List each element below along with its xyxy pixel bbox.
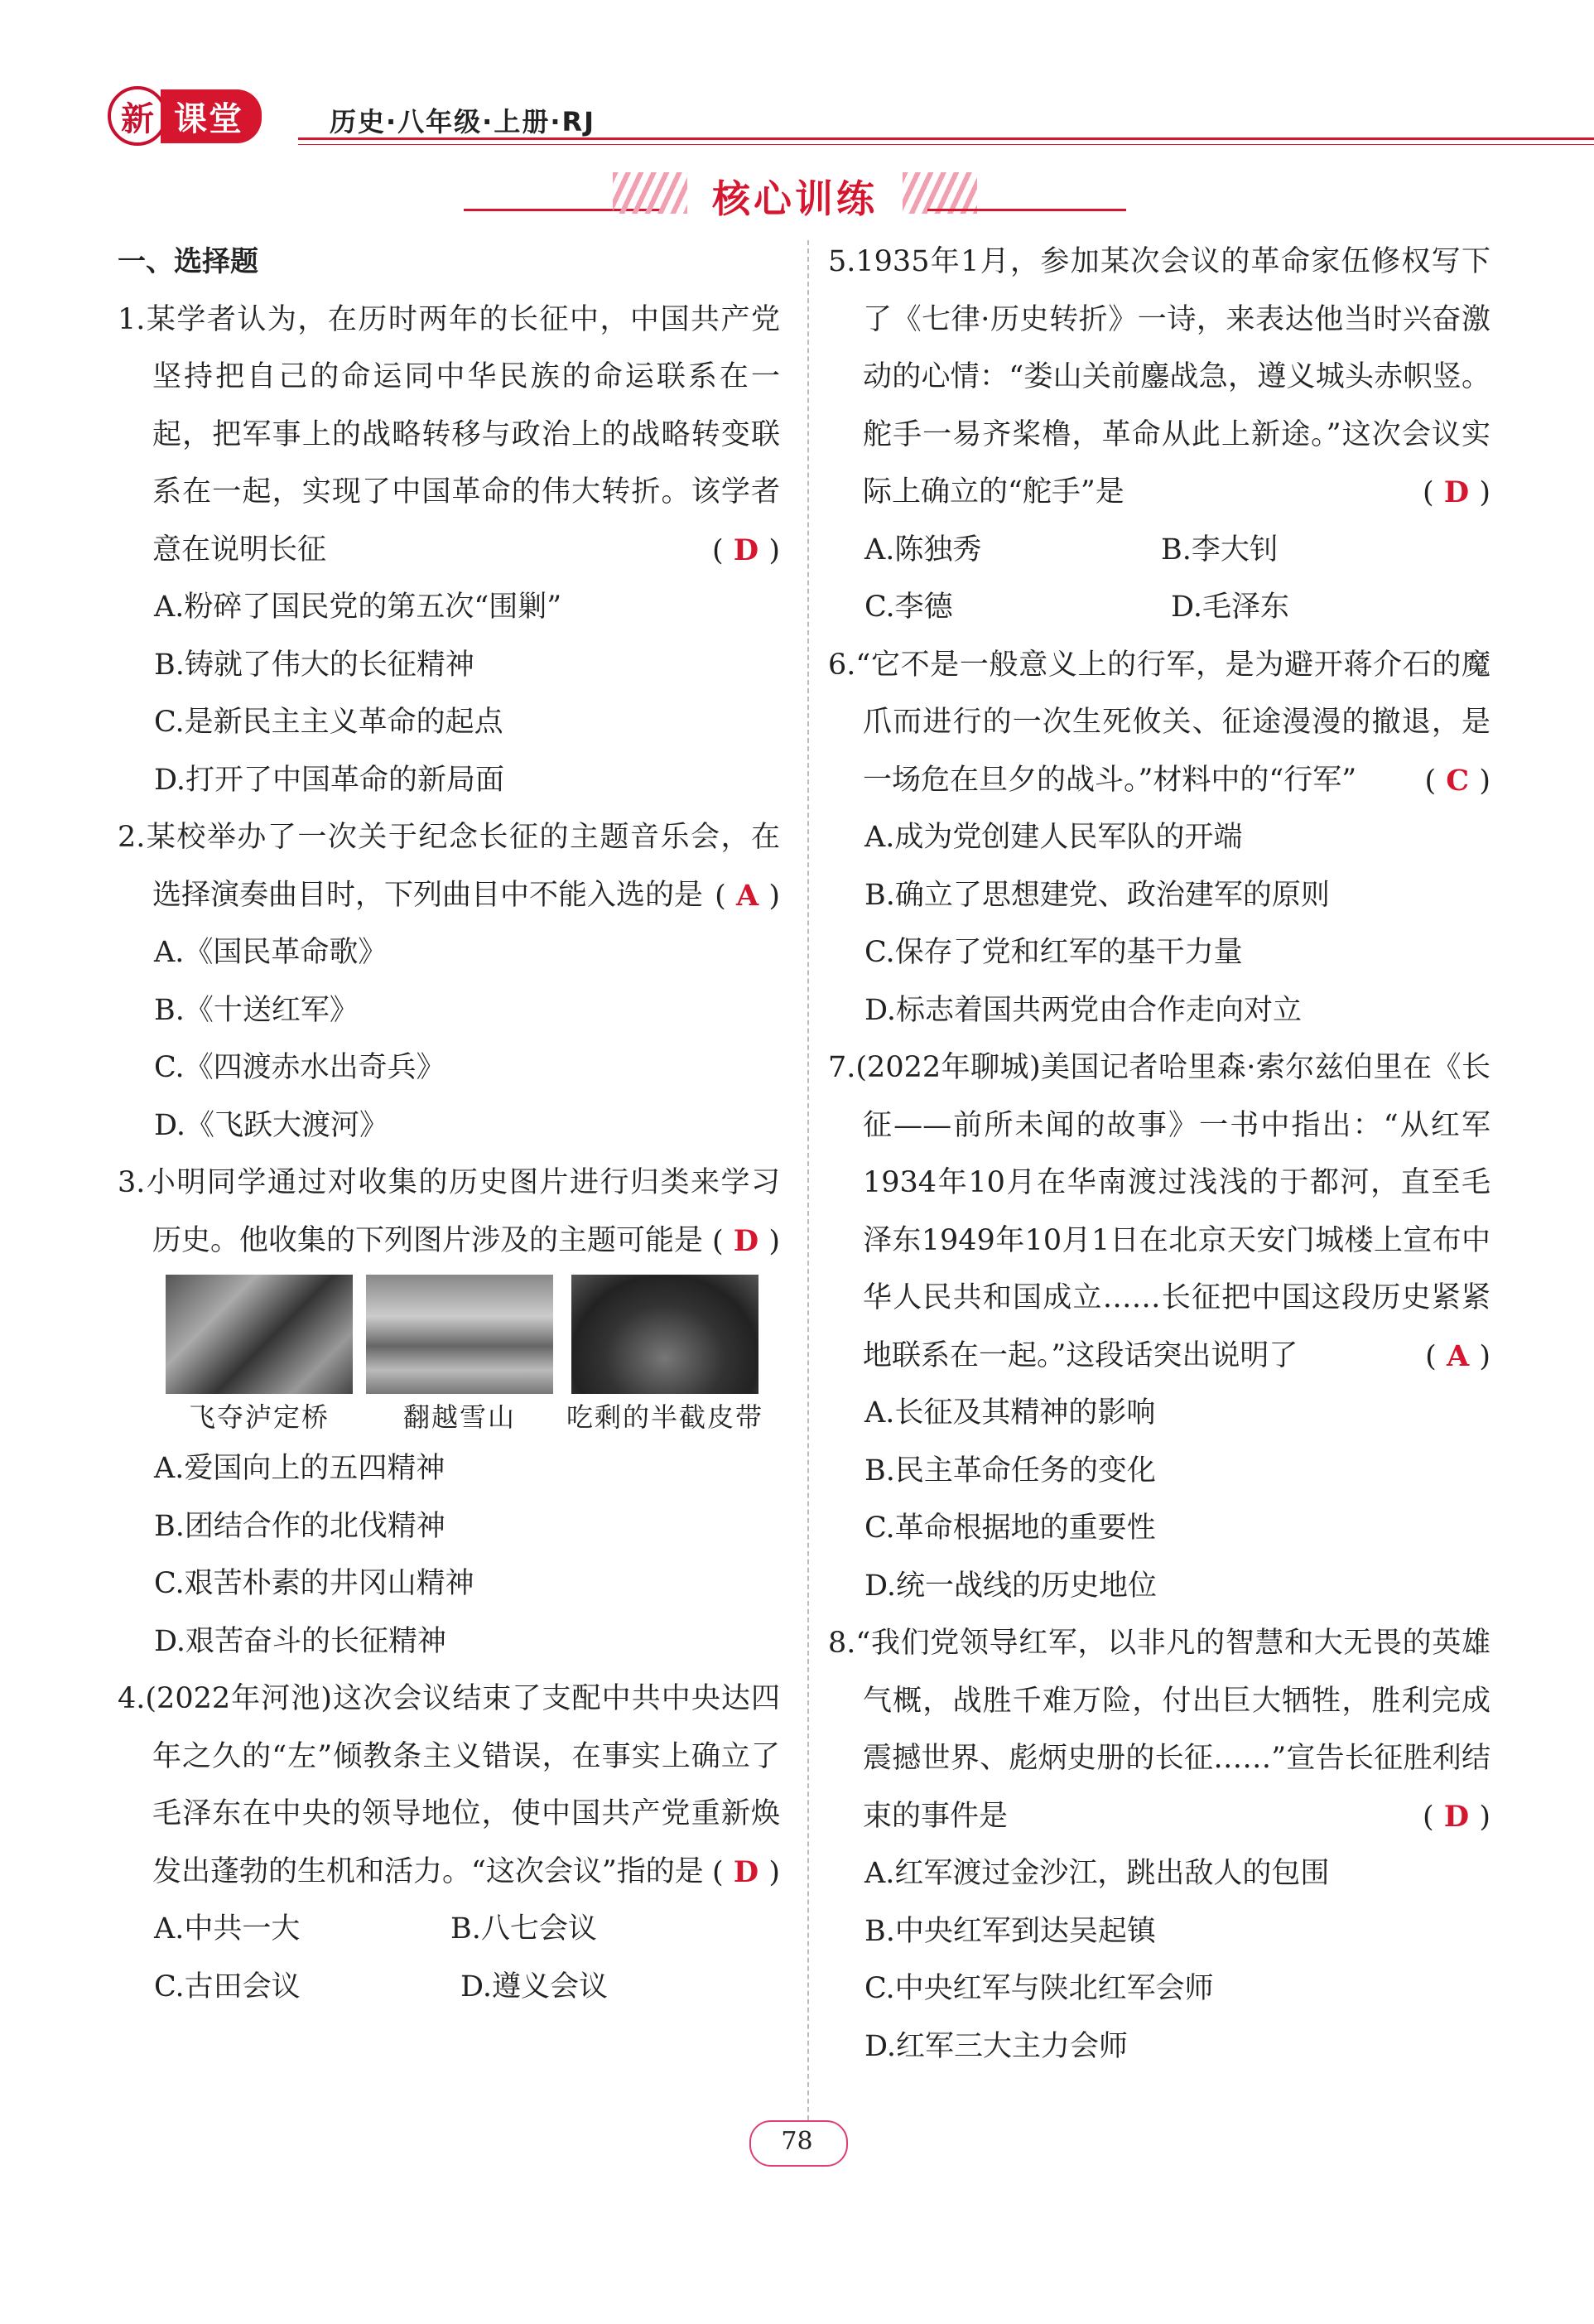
banner-line-right [927,209,1126,211]
option: A.红军渡过金沙江，跳出敌人的包围 [864,1857,1330,1890]
answer-mark: ( D ) [1422,475,1490,509]
option-row [118,1959,780,2017]
answer-mark: ( A ) [715,878,780,913]
page-number-text: 78 [781,2127,813,2156]
section-banner [464,166,1126,224]
question-4 [118,1671,780,2016]
answer-mark: ( A ) [1425,1338,1490,1373]
photo-image [571,1275,758,1394]
option-row [828,579,1490,637]
photo-strip [118,1275,780,1440]
page-number [749,2120,845,2163]
answer-mark: ( D ) [1422,1799,1490,1834]
photo-image [166,1275,353,1394]
option: B.团结合作的北伐精神 [154,1509,445,1543]
question-7 [828,1039,1490,1615]
option: D.艰苦奋斗的长征精神 [154,1624,446,1658]
option: A.中共一大 [154,1912,301,1946]
option: B.确立了思想建党、政治建军的原则 [864,878,1330,912]
option: B.李大钊 [1160,533,1279,567]
question-stem: 6.“它不是一般意义上的行军，是为避开蒋介石的魔爪而进行的一次生死攸关、征途漫漫的撤退，是一场危在旦夕的战斗。”材料中的“行军” ( C ) [828,637,1490,810]
option: D.标志着国共两党由合作走向对立 [864,993,1302,1027]
option: A.粉碎了国民党的第五次“围剿” [154,591,562,624]
photo-caption: 吃剩的半截皮带 [566,1401,764,1433]
option-row [828,522,1457,580]
section-heading: 一、选择题 [118,245,258,278]
question-5 [828,234,1490,637]
question-stem: 2.某校举办了一次关于纪念长征的主题音乐会，在选择演奏曲目时，下列曲目中不能入选的是 ( A ) [118,809,780,924]
question-stem: 3.小明同学通过对收集的历史图片进行归类来学习历史。他收集的下列图片涉及的主题可能是 ( D ) [118,1155,780,1270]
header-rule-thin [298,144,1594,145]
option: C.保存了党和红军的基干力量 [864,936,1243,969]
option: A.长征及其精神的影响 [864,1396,1156,1430]
option: C.艰苦朴素的井冈山精神 [154,1567,474,1600]
option: B.八七会议 [450,1912,597,1946]
option: A.爱国向上的五四精神 [154,1452,445,1485]
option: D.统一战线的历史地位 [864,1569,1157,1603]
photo-snow-mountain [366,1275,553,1440]
logo-text: 课堂 [161,89,262,143]
question-6 [828,637,1490,1040]
option: B.铸就了伟大的长征精神 [154,648,474,682]
option: C.中央红军与陕北红军会师 [864,1972,1214,2005]
option: D.打开了中国革命的新局面 [154,763,504,797]
question-8 [828,1615,1490,2076]
photo-image [366,1275,553,1394]
option: A.陈独秀 [864,533,982,567]
brand-logo [108,86,306,146]
question-stem: 4.(2022年河池)这次会议结束了支配中共中央达四年之久的“左”倾教条主义错误，在事实上确立了毛泽东在中央的领导地位，使中国共产党重新焕发出蓬勃的生机和活力。“这次会议”指的是 ( D ) [118,1671,780,1901]
header-rule [298,137,1594,140]
option: C.《四渡赤水出奇兵》 [154,1051,445,1084]
right-column [828,234,1490,2076]
banner-stripes-left [613,172,687,214]
option: D.毛泽东 [1171,591,1289,624]
answer-mark: ( C ) [1424,763,1490,798]
option: C.是新民主主义革命的起点 [154,706,503,739]
answer-mark: ( D ) [711,533,780,567]
option: C.李德 [864,591,953,624]
question-3 [118,1155,780,1671]
option: D.《飞跃大渡河》 [154,1108,388,1142]
option: B.中央红军到达吴起镇 [864,1914,1156,1948]
option: B.《十送红军》 [154,993,359,1027]
column-divider [807,240,809,2145]
answer-mark: ( D ) [711,1854,780,1889]
option: B.民主革命任务的变化 [864,1454,1156,1487]
section-title: 核心训练 [712,176,878,221]
photo-caption: 飞夺泸定桥 [188,1401,330,1433]
option-row [118,1901,747,1959]
option: A.成为党创建人民军队的开端 [864,821,1243,854]
answer-mark: ( D ) [711,1223,780,1258]
photo-belt [566,1275,763,1440]
question-stem: 7.(2022年聊城)美国记者哈里森·索尔兹伯里在《长征——前所未闻的故事》一书中指出：“从红军1934年10月在华南渡过浅浅的于都河，直至毛泽东1949年10月1日在北京天安门城楼上宣布中华人民共和国成立……长征把中国这段历史紧紧地联系在一起。”这段话突出说明了 ( A ) [828,1039,1490,1385]
page-header [108,86,1482,152]
photo-caption: 翻越雪山 [402,1401,516,1433]
option: C.古田会议 [154,1970,301,2003]
option: D.红军三大主力会师 [864,2029,1128,2063]
question-stem: 5.1935年1月，参加某次会议的革命家伍修权写下了《七律·历史转折》一诗，来表达他当时兴奋激动的心情：“娄山关前鏖战急，遵义城头赤帜竖。舵手一易齐桨橹，革命从此上新途。”这次会议实际上确立的“舵手”是 ( D ) [828,234,1490,522]
option: C.革命根据地的重要性 [864,1512,1156,1545]
banner-stripes-right [903,172,977,214]
question-stem: 8.“我们党领导红军，以非凡的智慧和大无畏的英雄气概，战胜千难万险，付出巨大牺牲，胜利完成震撼世界、彪炳史册的长征……”宣告长征胜利结束的事件是 ( D ) [828,1615,1490,1845]
question-2 [118,809,780,1155]
question-1 [118,292,780,810]
question-stem: 1.某学者认为，在历时两年的长征中，中国共产党坚持把自己的命运同中华民族的命运联系在一起，把军事上的战略转移与政治上的战略转变联系在一起，实现了中国革命的伟大转折。该学者意在说明长征 ( D ) [118,292,780,580]
option: D.遵义会议 [460,1970,608,2003]
logo-circle: 新 [108,86,167,146]
photo-luding-bridge [166,1275,353,1440]
option: A.《国民革命歌》 [154,936,388,969]
book-title: 历史·八年级·上册·RJ [330,106,596,137]
left-column [118,234,780,2016]
